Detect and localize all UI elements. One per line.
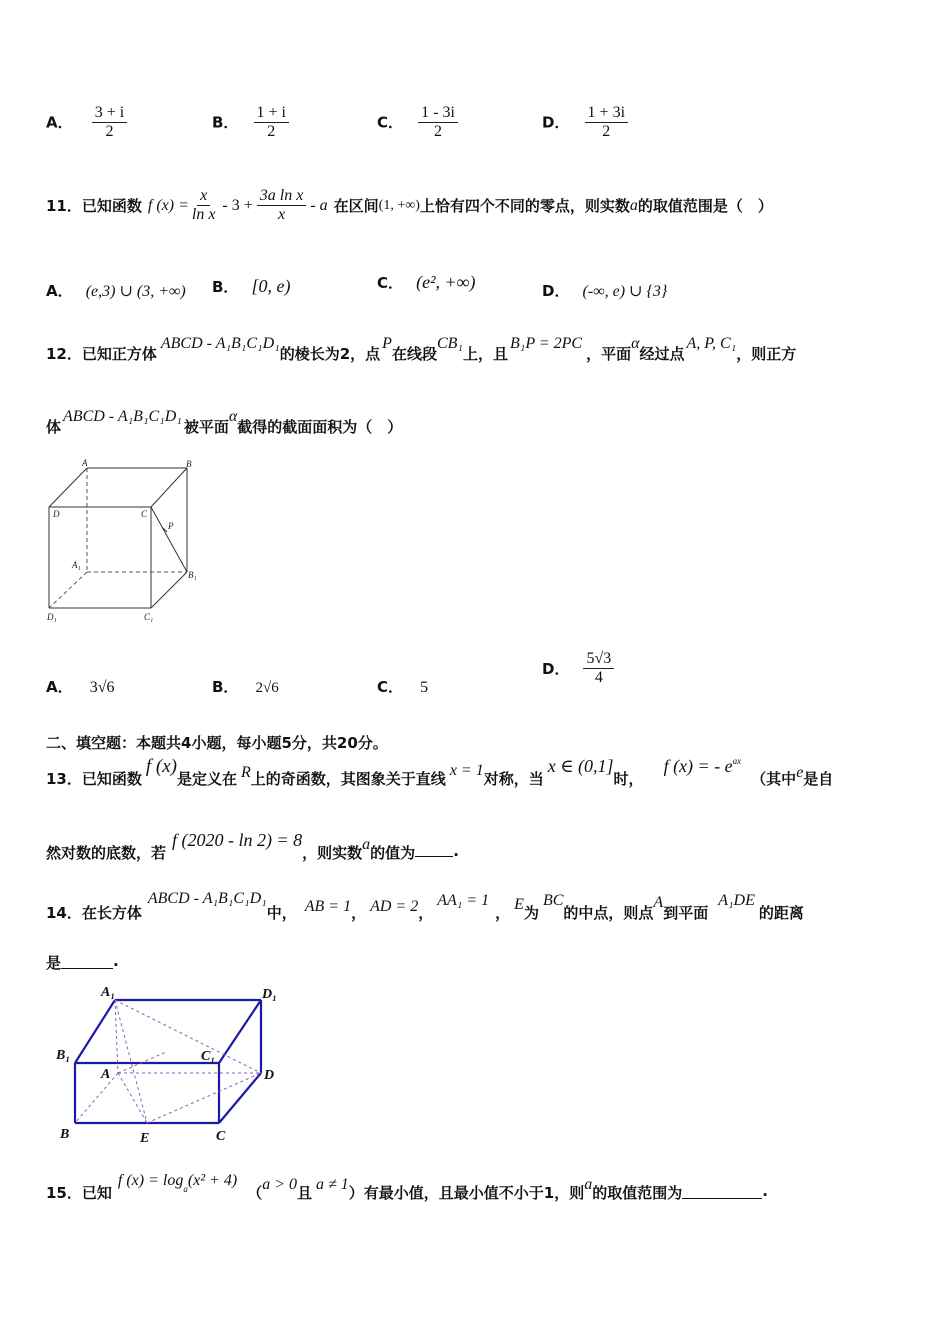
line-a1e	[115, 1000, 147, 1123]
q11-option-c[interactable]: C． (e², +∞)	[377, 272, 476, 292]
q11-option-a[interactable]: A． (e,3) ∪ (3, +∞)	[46, 282, 186, 300]
label-c1: C₁	[201, 1049, 216, 1064]
edge	[75, 1000, 115, 1063]
edge	[219, 1073, 261, 1123]
label-d: D	[53, 509, 60, 519]
q10-option-b[interactable]	[212, 104, 289, 142]
edge	[151, 468, 187, 507]
q14-stem-line2: 是 .	[46, 944, 119, 973]
label-c: C	[216, 1129, 226, 1144]
q12-stem-line2: 体 ABCD - A₁B₁C₁D₁ 被平面 α 截得的截面面积为（ ）	[46, 408, 403, 436]
line-ed	[147, 1073, 261, 1123]
label-a1: A₁	[72, 560, 81, 570]
label-c1: C₁	[144, 612, 154, 622]
label-a: A	[82, 458, 88, 468]
q13-stem-line1: 13．已知函数 f (x) 是定义在 R 上的奇函数，其图象关于直线 x = 1 对称，当 x ∈ (0,1] 时， f (x) = - e $^{ax}$ （其中 e 是自	[46, 756, 834, 788]
q11-stem: 11．已知函数 f (x) = $\frac{x}{\text{ln x}}$ - 3 + $\frac{\text{3a ln x}}{x}$ - a 在区间 (1, +∞) 上恰有四个不同的零点，则实数 a 的取值范围是（ ）	[46, 187, 773, 224]
hidden-edge	[49, 572, 87, 608]
edge	[219, 1000, 261, 1063]
q10-option-d[interactable]	[542, 104, 628, 142]
label-d1: D₁	[262, 987, 277, 1002]
option-letter: A．	[46, 113, 73, 132]
label-c: C	[141, 509, 148, 519]
edge	[49, 468, 87, 507]
q11-fraction-1: $\frac{x}{\text{ln x}}$	[191, 187, 216, 224]
segment-cb1	[151, 507, 187, 572]
section-heading: 二、填空题：本题共4小题，每小题5分，共20分。	[46, 734, 388, 752]
q12-option-b[interactable]: B． 2√6	[212, 678, 279, 696]
q10-option-a[interactable]	[46, 104, 127, 142]
label-b1: B₁	[56, 1048, 71, 1063]
q14-box-figure	[50, 980, 290, 1148]
option-fraction: $\frac{3 + i}{2}$	[92, 104, 127, 142]
option-fraction: $\frac{1 + 3i}{2}$	[585, 104, 628, 142]
label-d: D	[264, 1068, 275, 1083]
option-letter: C．	[377, 113, 404, 132]
label-b: B	[60, 1127, 70, 1142]
label-e: E	[140, 1131, 150, 1146]
q10-option-c[interactable]	[377, 104, 458, 142]
q13-stem-line2: 然对数的底数，若 f (2020 - ln 2) = 8 ，则实数 a 的值为 .	[46, 830, 459, 862]
label-p: P	[168, 521, 174, 531]
q12-stem-line1: 12．已知正方体 ABCD - A₁B₁C₁D₁ 的棱长为2，点 P 在线段 CB₁ 上，且 B₁P = 2PC ，平面 α 经过点 A, P, C₁ ，则正方	[46, 335, 797, 363]
label-b1: B₁	[188, 570, 197, 580]
answer-blank[interactable]	[415, 830, 453, 857]
q11-option-d[interactable]: D． (-∞, e) ∪ {3}	[542, 282, 668, 300]
q12-option-c[interactable]: C． 5	[377, 678, 429, 696]
q12-option-a[interactable]: A． 3√6	[46, 678, 115, 696]
q11-fraction-2: $\frac{\text{3a ln x}}{x}$	[257, 187, 307, 225]
label-a: A	[101, 1067, 111, 1082]
hidden-edge	[75, 1073, 118, 1123]
label-d1: D₁	[47, 612, 57, 622]
option-fraction: $\frac{1 + i}{2}$	[254, 104, 289, 142]
option-fraction: $\frac{1 - 3i}{2}$	[418, 104, 458, 142]
q14-stem-line1: 14．在长方体 ABCD - A₁B₁C₁D₁ 中， AB = 1 ， AD = 2 ， AA₁ = 1 ， E 为 BC 的中点，则点 A 到平面 A₁DE 的距离	[46, 890, 804, 922]
q12-cube-figure	[40, 458, 210, 630]
q15-stem: 15．已知 f (x) = log $_a$ (x² + 4) （ a > 0 且 a ≠ 1 ）有最小值，且最小值不小于1，则 a 的取值范围为 .	[46, 1172, 768, 1202]
line-ae	[118, 1073, 147, 1123]
q12-option-d[interactable]: D． $\frac{5√3}{4}$	[542, 650, 614, 688]
answer-blank[interactable]	[61, 944, 113, 969]
option-letter: B．	[212, 113, 239, 132]
answer-blank[interactable]	[682, 1170, 762, 1199]
edge	[151, 572, 187, 608]
label-a1: A₁	[101, 985, 116, 1000]
q11-option-b[interactable]: B． [0, e)	[212, 276, 291, 296]
label-b: B	[186, 459, 192, 469]
option-letter: D．	[542, 113, 570, 132]
